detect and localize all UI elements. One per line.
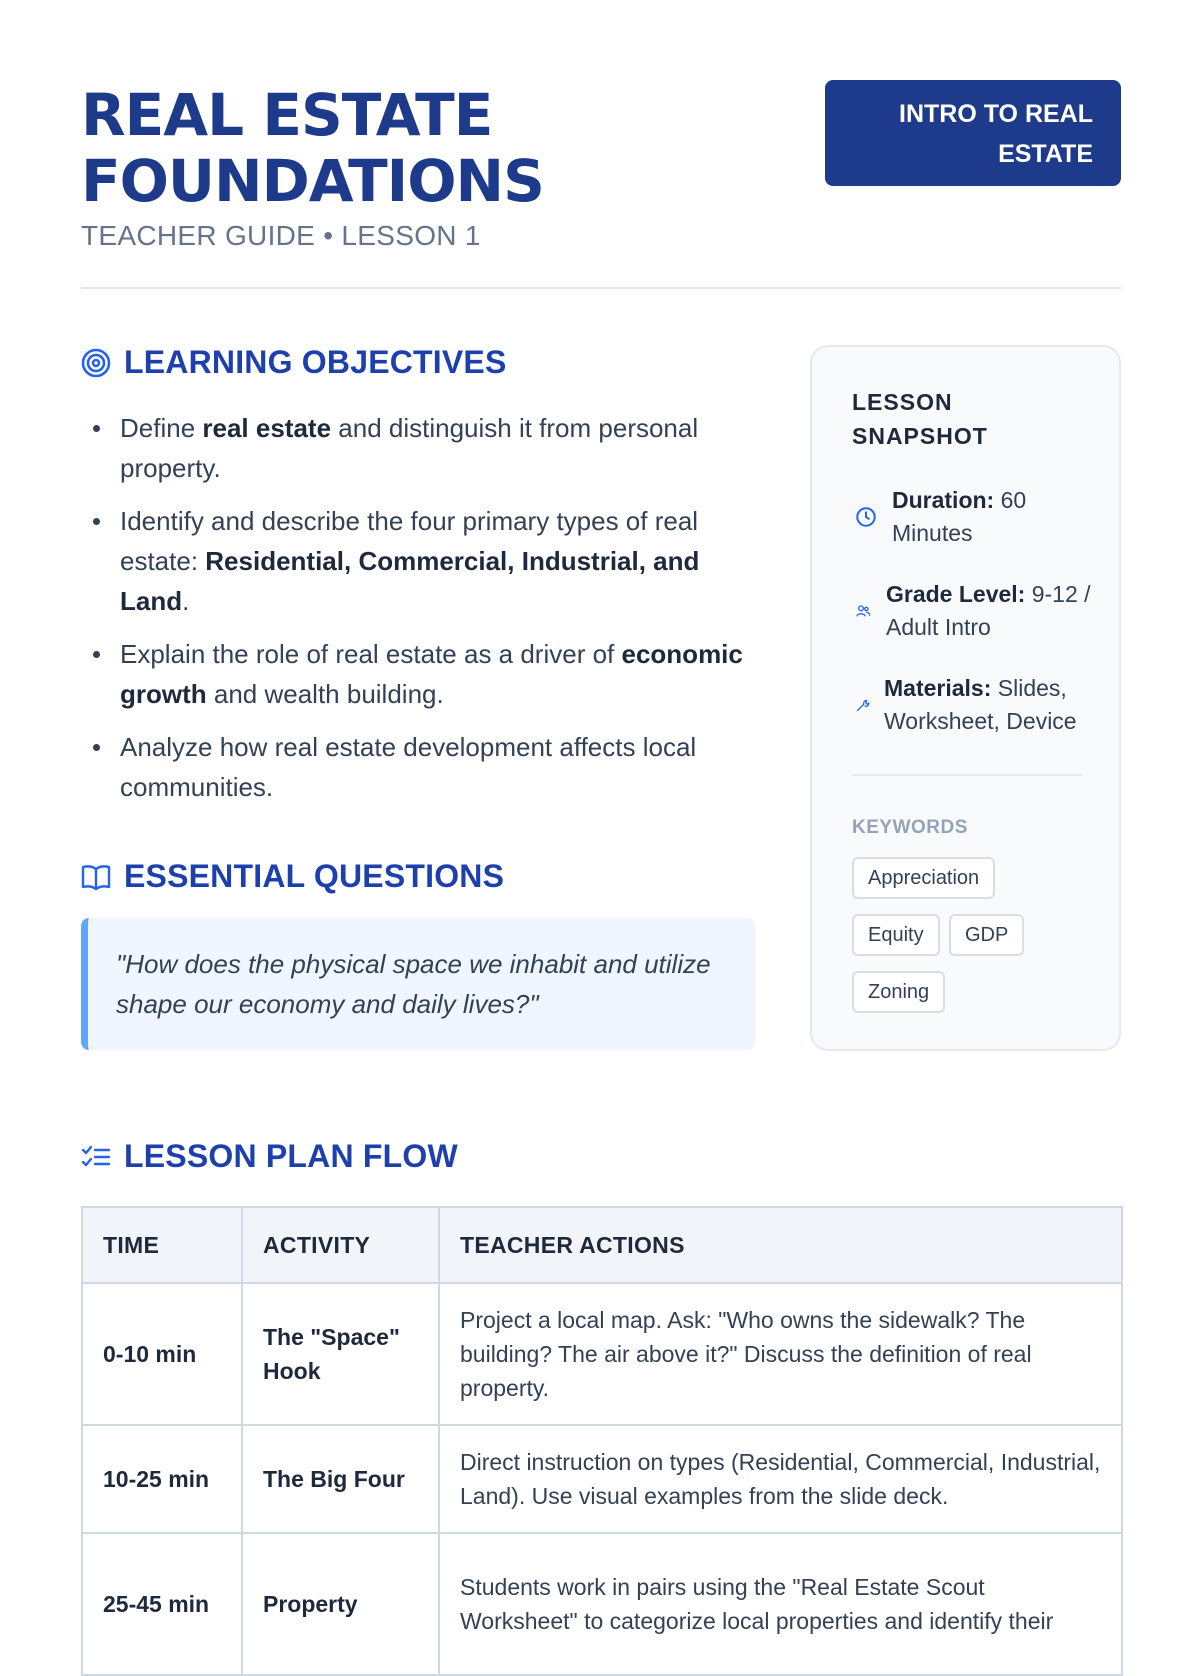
- materials-text: Materials: Slides, Worksheet, Device: [884, 675, 1077, 734]
- badge-line-2: ESTATE: [998, 140, 1093, 168]
- essential-question-quote: "How does the physical space we inhabit and utilize shape our economy and daily lives?": [81, 918, 755, 1050]
- objectives-heading: [80, 344, 507, 381]
- row-activity: The Big Four: [242, 1425, 439, 1533]
- objectives-list: [120, 408, 760, 820]
- questions-title: ESSENTIAL QUESTIONS: [124, 858, 505, 894]
- column-header-activity: ACTIVITY: [242, 1207, 439, 1283]
- users-icon: [852, 597, 874, 625]
- column-header-time: TIME: [82, 1207, 242, 1283]
- keyword-chip[interactable]: Equity: [852, 914, 940, 956]
- row-actions: Project a local map. Ask: "Who owns the sidewalk? The building? The air above it?" Discuss the definition of real property.: [439, 1283, 1122, 1425]
- snapshot-divider: [852, 774, 1082, 776]
- objectives-title: LEARNING OBJECTIVES: [124, 344, 507, 380]
- objective-item: Analyze how real estate development affects local communities.: [120, 727, 760, 807]
- snapshot-title: LESSON SNAPSHOT: [852, 389, 988, 449]
- row-activity: The "Space" Hook: [242, 1283, 439, 1425]
- page-subtitle: TEACHER GUIDE • LESSON 1: [81, 220, 481, 251]
- row-actions: Students work in pairs using the "Real Estate Scout Worksheet" to categorize local properties and identify their: [439, 1533, 1122, 1675]
- objective-item: Identify and describe the four primary types of real estate: Residential, Commercial, Industrial, and Land.: [120, 501, 760, 621]
- table-row: [82, 1533, 1122, 1675]
- row-time: 25-45 min: [82, 1533, 242, 1675]
- questions-heading: [80, 858, 504, 895]
- title-line-1: REAL ESTATE: [81, 81, 493, 149]
- table-row: [82, 1425, 1122, 1533]
- materials-info: [852, 672, 1094, 738]
- header-divider: [81, 287, 1121, 289]
- keyword-chip[interactable]: GDP: [949, 914, 1024, 956]
- keyword-chip[interactable]: Appreciation: [852, 857, 995, 899]
- tools-icon: [852, 691, 872, 719]
- table-row: [82, 1283, 1122, 1425]
- duration-info: [852, 484, 1092, 550]
- duration-text: Duration: 60 Minutes: [892, 487, 1027, 546]
- book-icon: [80, 861, 112, 893]
- row-activity: Property: [242, 1533, 439, 1675]
- row-actions: Direct instruction on types (Residential, Commercial, Industrial, Land). Use visual examples from the slide deck.: [439, 1425, 1122, 1533]
- course-badge: [825, 80, 1121, 186]
- keyword-chip[interactable]: Zoning: [852, 971, 945, 1013]
- page-header: [81, 82, 1121, 252]
- row-time: 10-25 min: [82, 1425, 242, 1533]
- grade-text: Grade Level: 9-12 / Adult Intro: [886, 581, 1091, 640]
- grade-info: [852, 578, 1091, 644]
- page-title: [81, 82, 641, 214]
- lesson-plan-table: [81, 1206, 1123, 1676]
- row-time: 0-10 min: [82, 1283, 242, 1425]
- plan-title: LESSON PLAN FLOW: [124, 1138, 458, 1174]
- keywords-label: KEYWORDS: [852, 817, 968, 838]
- checklist-icon: [80, 1141, 112, 1173]
- lesson-snapshot-card: [810, 345, 1121, 1051]
- title-line-2: FOUNDATIONS: [81, 147, 544, 215]
- plan-heading: [80, 1138, 458, 1175]
- table-header-row: [82, 1207, 1122, 1283]
- target-icon: [80, 347, 112, 379]
- objective-item: Define real estate and distinguish it from personal property.: [120, 408, 760, 488]
- objective-item: Explain the role of real estate as a driver of economic growth and wealth building.: [120, 634, 760, 714]
- column-header-actions: TEACHER ACTIONS: [439, 1207, 1122, 1283]
- clock-icon: [852, 503, 880, 531]
- badge-line-1: INTRO TO REAL: [899, 100, 1093, 128]
